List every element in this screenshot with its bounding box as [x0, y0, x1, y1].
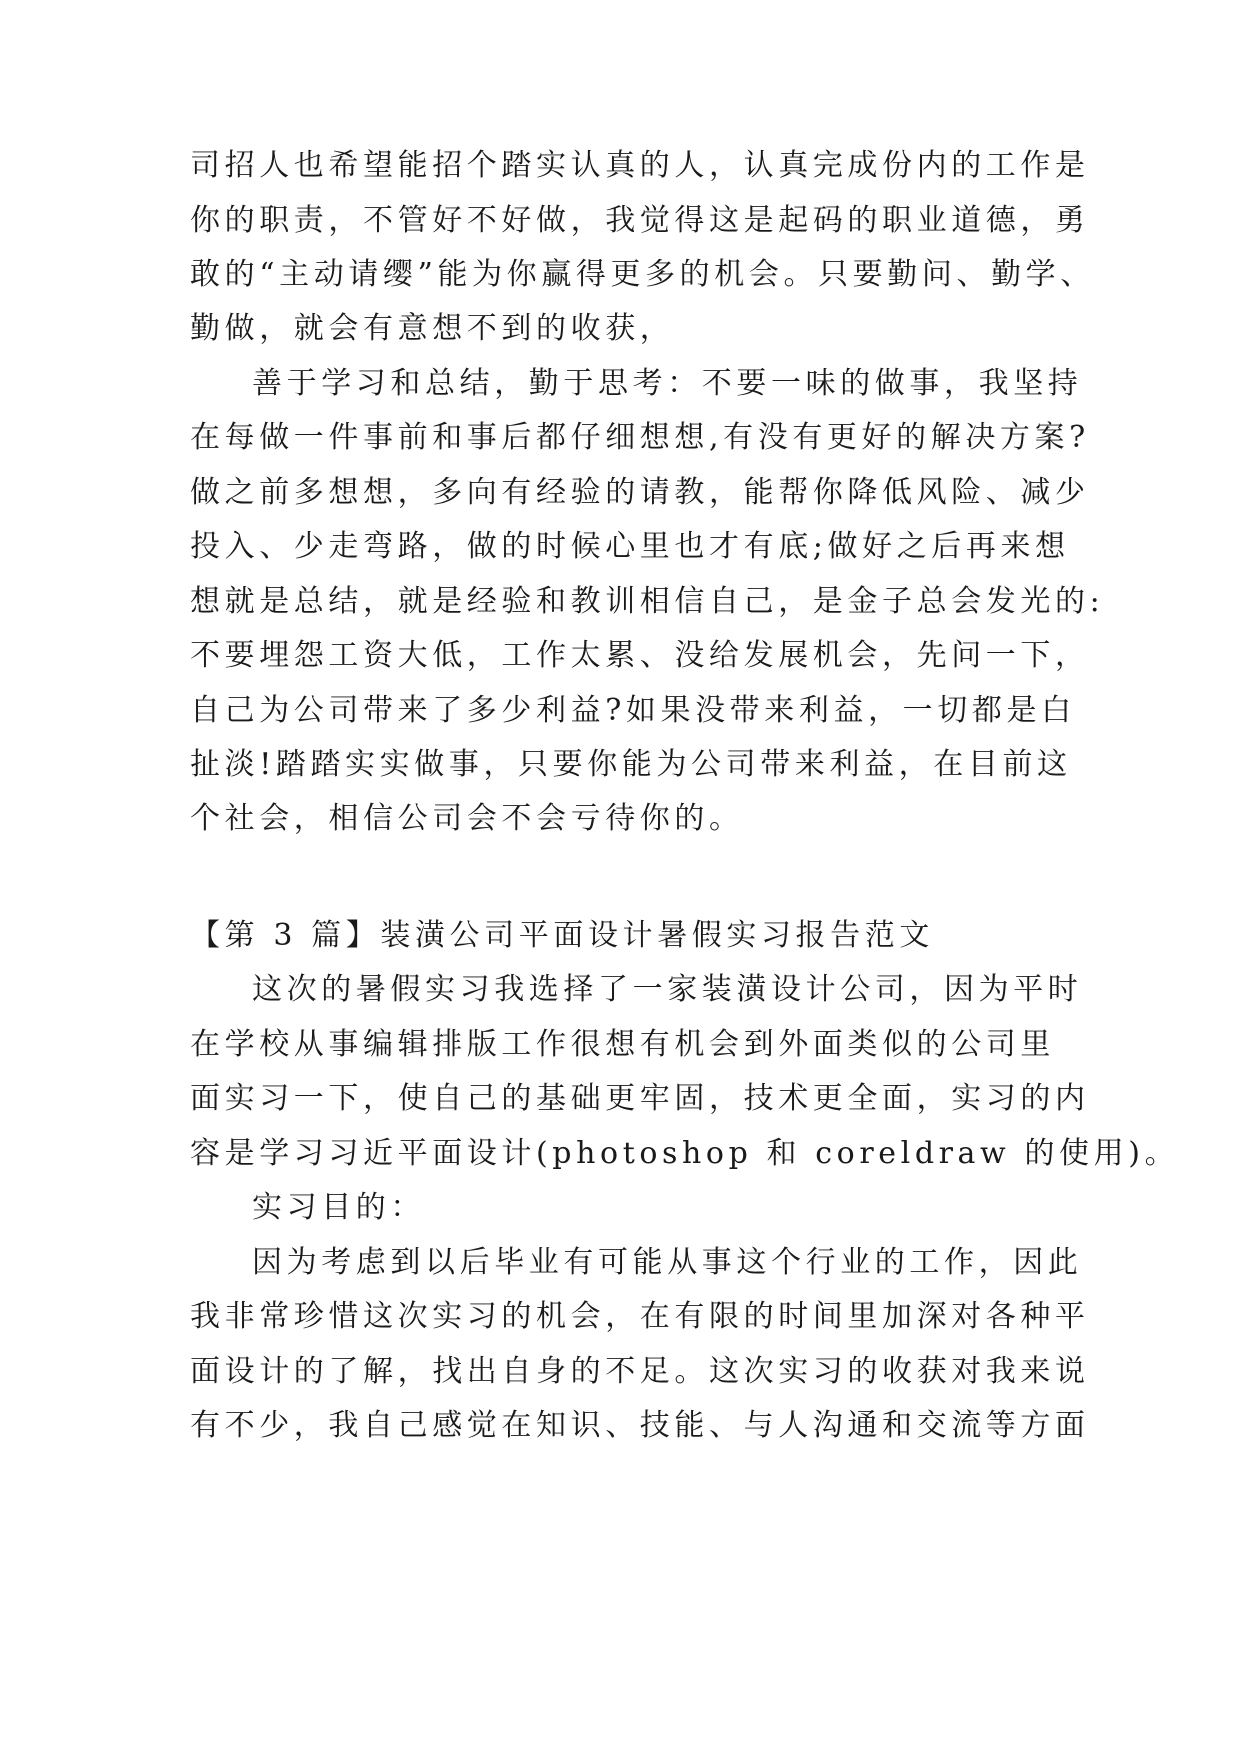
paragraph-line: 容是学习习近平面设计(photoshop 和 coreldraw 的使用)。: [190, 1136, 1180, 1171]
subheading: 实习目的：: [252, 1190, 425, 1225]
paragraph-line: 扯淡!踏踏实实做事，只要你能为公司带来利益，在目前这: [190, 747, 1072, 782]
paragraph-line: 你的职责，不管好不好做，我觉得这是起码的职业道德，勇: [190, 203, 1090, 238]
paragraph-line: 个社会，相信公司会不会亏待你的。: [190, 801, 744, 836]
paragraph-line: 在每做一件事前和事后都仔细想想,有没有更好的解决方案?: [190, 420, 1090, 455]
section-heading: 【第 3 篇】装潢公司平面设计暑假实习报告范文: [190, 918, 934, 953]
paragraph-line: 勤做，就会有意想不到的收获，: [190, 311, 675, 346]
paragraph-line: 投入、少走弯路，做的时候心里也才有底;做好之后再来想: [190, 529, 1070, 564]
paragraph-line: 我非常珍惜这次实习的机会，在有限的时间里加深对各种平: [190, 1299, 1090, 1334]
paragraph-line: 在学校从事编辑排版工作很想有机会到外面类似的公司里: [190, 1027, 1055, 1062]
paragraph-line: 司招人也希望能招个踏实认真的人，认真完成份内的工作是: [190, 148, 1090, 183]
paragraph-line: 不要埋怨工资大低，工作太累、没给发展机会，先问一下，: [190, 638, 1090, 673]
paragraph-line: 想就是总结，就是经验和教训相信自己，是金子总会发光的:: [190, 584, 1105, 619]
paragraph-line: 善于学习和总结，勤于思考：不要一味的做事，我坚持: [252, 366, 1083, 401]
paragraph-line: 因为考虑到以后毕业有可能从事这个行业的工作，因此: [252, 1245, 1083, 1280]
paragraph-line: 有不少，我自己感觉在知识、技能、与人沟通和交流等方面: [190, 1408, 1090, 1443]
paragraph-line: 这次的暑假实习我选择了一家装潢设计公司，因为平时: [252, 972, 1083, 1007]
paragraph-line: 面设计的了解，找出自身的不足。这次实习的收获对我来说: [190, 1354, 1090, 1389]
paragraph-line: 做之前多想想，多向有经验的请教，能帮你降低风险、减少: [190, 475, 1090, 510]
paragraph-line: 自己为公司带来了多少利益?如果没带来利益，一切都是白: [190, 693, 1076, 728]
paragraph-line: 敢的“主动请缨”能为你赢得更多的机会。只要勤问、勤学、: [190, 257, 1095, 292]
paragraph-line: 面实习一下，使自己的基础更牢固，技术更全面，实习的内: [190, 1081, 1090, 1116]
